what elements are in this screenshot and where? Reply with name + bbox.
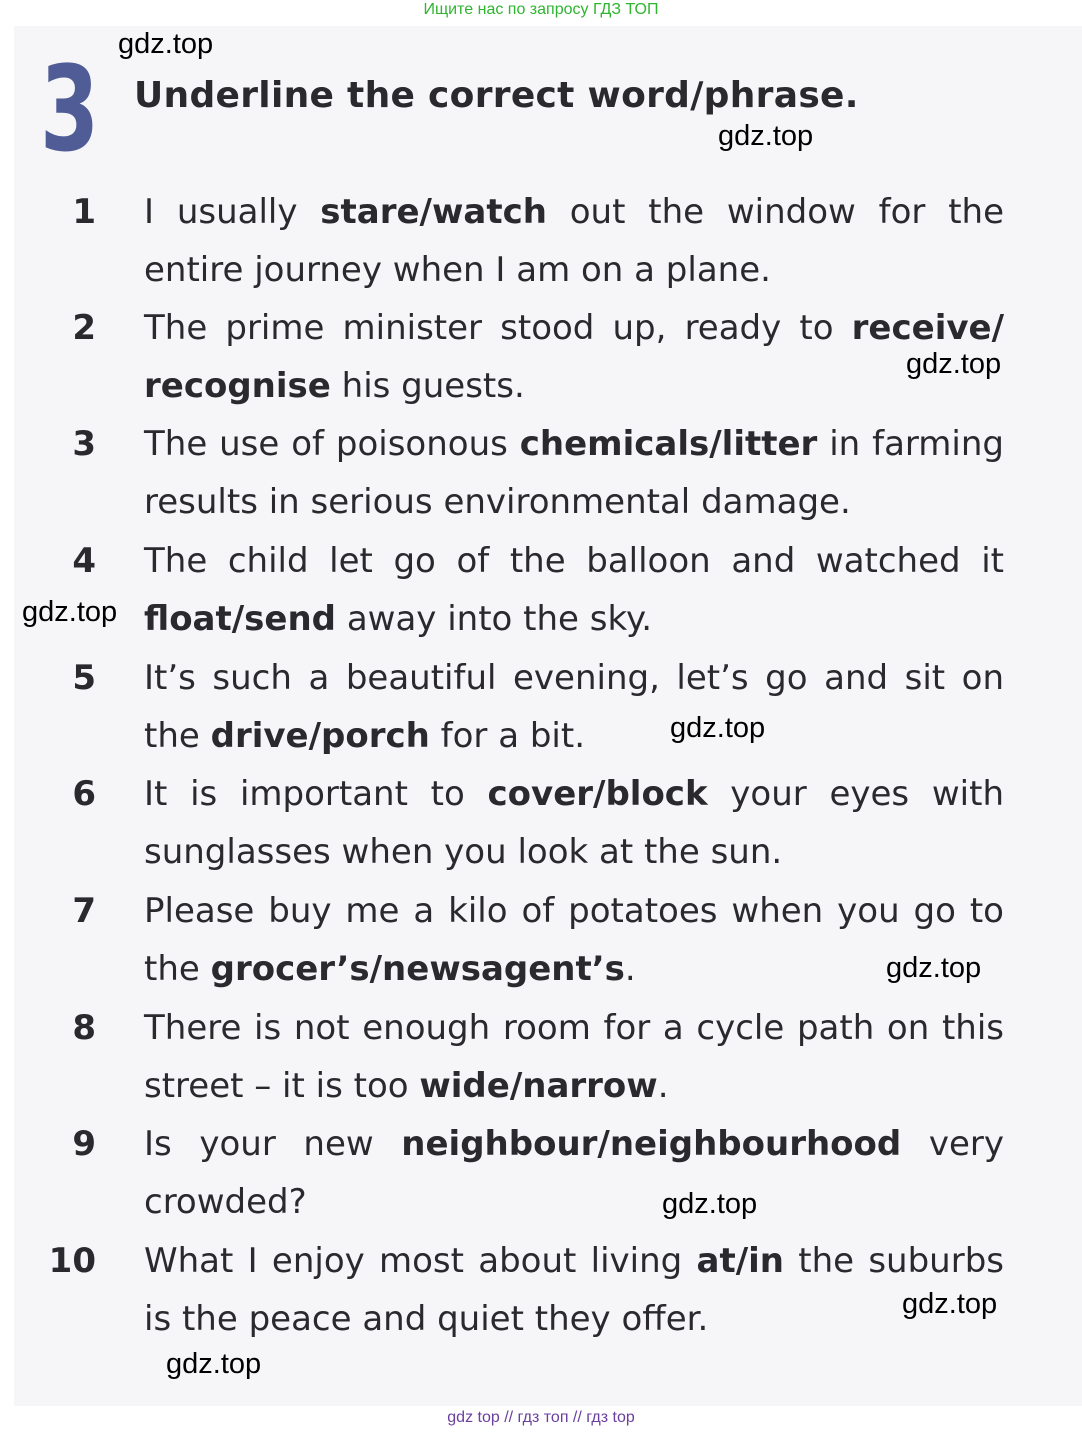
item-number: 9 <box>72 1124 96 1164</box>
watermark: gdz.top <box>118 28 214 60</box>
item-option: float/send <box>144 599 337 639</box>
item-option: chemicals/litter <box>519 424 818 464</box>
item-text-before: Is your new <box>144 1124 402 1164</box>
item-option: stare/watch <box>320 192 547 232</box>
item-number: 4 <box>72 541 96 581</box>
item-option: grocer’s/newsagent’s <box>210 949 625 989</box>
watermark: gdz.top <box>662 1188 758 1220</box>
item-text-after: in farming results in serious environmental damage. <box>144 424 1004 522</box>
item-text-after: away into the sky. <box>336 599 653 639</box>
item-text-after: your eyes with sunglasses when you look at the sun. <box>144 774 1005 872</box>
item-text-after: . <box>624 949 636 989</box>
item-option: cover/block <box>487 774 708 814</box>
item-number: 8 <box>72 1008 96 1048</box>
exercise-title: Underline the correct word/phrase. <box>134 75 859 116</box>
item-text-before: Please buy me a kilo of potatoes when you go to the <box>144 891 1004 989</box>
item-number: 2 <box>72 308 96 348</box>
item-text <box>144 765 1004 881</box>
item-option: receive/ recognise <box>144 308 1004 406</box>
item-text <box>144 999 1004 1115</box>
item-text-before: I usually <box>144 192 321 232</box>
watermark: gdz.top <box>166 1348 262 1380</box>
item-option: drive/porch <box>210 716 430 756</box>
item-text <box>144 882 1004 998</box>
watermark: gdz.top <box>22 596 118 628</box>
item-text-before: The child let go of the balloon and watched it <box>144 541 1004 581</box>
item-text <box>144 415 1004 531</box>
top-banner: Ищите нас по запросу ГДЗ ТОП <box>423 1 659 18</box>
watermark: gdz.top <box>902 1288 998 1320</box>
item-text-after: his guests. <box>330 366 525 406</box>
item-number: 5 <box>72 658 96 698</box>
item-text <box>144 1232 1004 1348</box>
item-text-before: It’s such a beautiful evening, let’s go and sit on the <box>144 658 1004 756</box>
item-text <box>144 299 1004 415</box>
item-text-before: The prime minister stood up, ready to <box>144 308 852 348</box>
item-number: 7 <box>72 891 96 931</box>
watermark: gdz.top <box>906 348 1002 380</box>
item-number: 3 <box>72 424 96 464</box>
exercise-number: 3 <box>40 40 100 178</box>
item-text-after: out the window for the entire journey when I am on a plane. <box>144 192 1004 290</box>
item-option: at/in <box>696 1241 784 1281</box>
item-number: 1 <box>72 192 96 232</box>
item-text-after: very crowded? <box>144 1124 1004 1222</box>
item-text <box>144 532 1004 648</box>
item-text-before: The use of poisonous <box>144 424 520 464</box>
item-text <box>144 183 1004 299</box>
item-text-after: . <box>657 1066 669 1106</box>
item-number: 6 <box>72 774 96 814</box>
item-text-after: the suburbs is the peace and quiet they offer. <box>144 1241 1004 1339</box>
item-text-after: for a bit. <box>429 716 586 756</box>
item-number: 10 <box>48 1241 96 1281</box>
item-text-before: What I enjoy most about living <box>144 1241 697 1281</box>
watermark: gdz.top <box>718 120 814 152</box>
item-option: neighbour/neighbourhood <box>401 1124 902 1164</box>
item-option: wide/narrow <box>419 1066 658 1106</box>
watermark: gdz.top <box>670 712 766 744</box>
bottom-banner: gdz top // гдз топ // гдз top <box>447 1409 635 1426</box>
item-text-before: It is important to <box>144 774 488 814</box>
item-text <box>144 1115 1004 1231</box>
item-text <box>144 649 1004 765</box>
watermark: gdz.top <box>886 952 982 984</box>
item-text-before: There is not enough room for a cycle path on this street – it is too <box>144 1008 1004 1106</box>
